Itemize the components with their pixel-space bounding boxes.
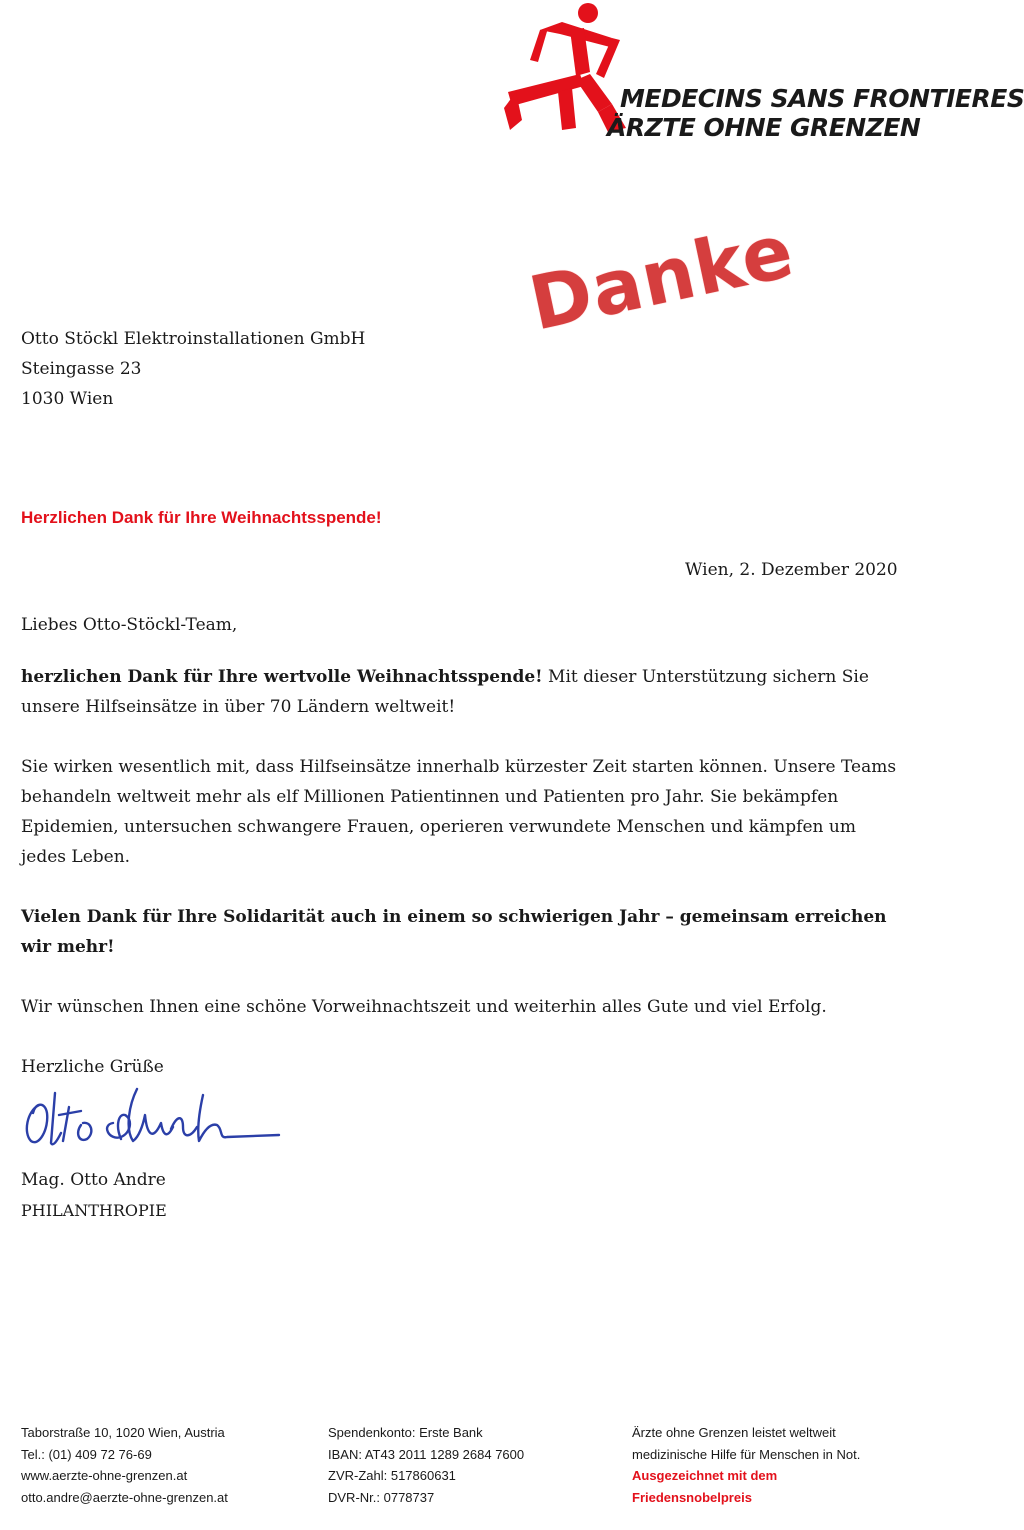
footer-website[interactable]: www.aerzte-ohne-grenzen.at [21,1468,188,1483]
footer-email[interactable]: otto.andre@aerzte-ohne-grenzen.at [21,1489,228,1505]
recipient-company: Otto Stöckl Elektroinstallationen GmbH [21,329,366,349]
footer-phone: Tel.: (01) 409 72 76-69 [21,1446,152,1462]
paragraph-1-text: Mit dieser Unterstützung sichern Sie unsere Hilfseinsätze in über 70 Ländern weltweit! [21,667,869,717]
paragraph-3-bold: Vielen Dank für Ihre Solidarität auch in einem so schwierigen Jahr – gemeinsam erreichen wir mehr! [21,907,887,957]
footer-dvr: DVR-Nr.: 0778737 [328,1489,435,1505]
logo-line-2: ÄRZTE OHNE GRENZEN [607,113,921,142]
footer-contact [21,1422,228,1508]
letter-subject: Herzlichen Dank für Ihre Weihnachtsspende! [21,508,382,527]
recipient-street: Steingasse 23 [21,359,142,379]
footer-award-line-2: Friedensnobelpreis [632,1489,752,1505]
danke-stamp-text: Danke [522,207,802,348]
paragraph-2: Sie wirken wesentlich mit, dass Hilfseinsätze innerhalb kürzester Zeit starten können. Unsere Teams behandeln weltweit mehr als elf Millionen Patientinnen und Patienten pro Jahr. Sie bekämpfen Epidemien, untersuchen schwangere Frauen, operieren verwundete Menschen und kämpfen um jedes Leben. [21,757,897,867]
paragraph-1-bold: herzlichen Dank für Ihre wertvolle Weihnachtsspende! [21,667,543,687]
footer-address: Taborstraße 10, 1020 Wien, Austria [21,1425,225,1440]
signer-name: Mag. Otto Andre [21,1170,166,1190]
letter-date: Wien, 2. Dezember 2020 [685,560,898,580]
recipient-city: 1030 Wien [21,389,114,409]
danke-stamp [523,201,841,381]
msf-logo [500,0,1024,142]
paragraph-3 [21,902,901,962]
footer-zvr: ZVR-Zahl: 517860631 [328,1468,456,1483]
logo-line-1: MEDECINS SANS FRONTIERES [620,84,1024,113]
paragraph-4: Wir wünschen Ihnen eine schöne Vorweihnachtszeit und weiterhin alles Gute und viel Erfolg. [21,997,827,1017]
signer-department: PHILANTHROPIE [21,1201,167,1220]
paragraph-1 [21,662,901,722]
footer-iban: IBAN: AT43 2011 1289 2684 7600 [328,1446,525,1462]
footer-about [632,1422,860,1508]
handwritten-signature [21,1085,281,1155]
footer-about-line-2: medizinische Hilfe für Menschen in Not. [632,1446,861,1462]
footer-award-line-1: Ausgezeichnet mit dem [632,1468,778,1483]
footer-bank [328,1422,524,1508]
footer-about-line-1: Ärzte ohne Grenzen leistet weltweit [632,1425,836,1440]
salutation: Liebes Otto-Stöckl-Team, [21,615,238,635]
footer-bank-name: Spendenkonto: Erste Bank [328,1425,483,1440]
closing: Herzliche Grüße [21,1057,164,1077]
